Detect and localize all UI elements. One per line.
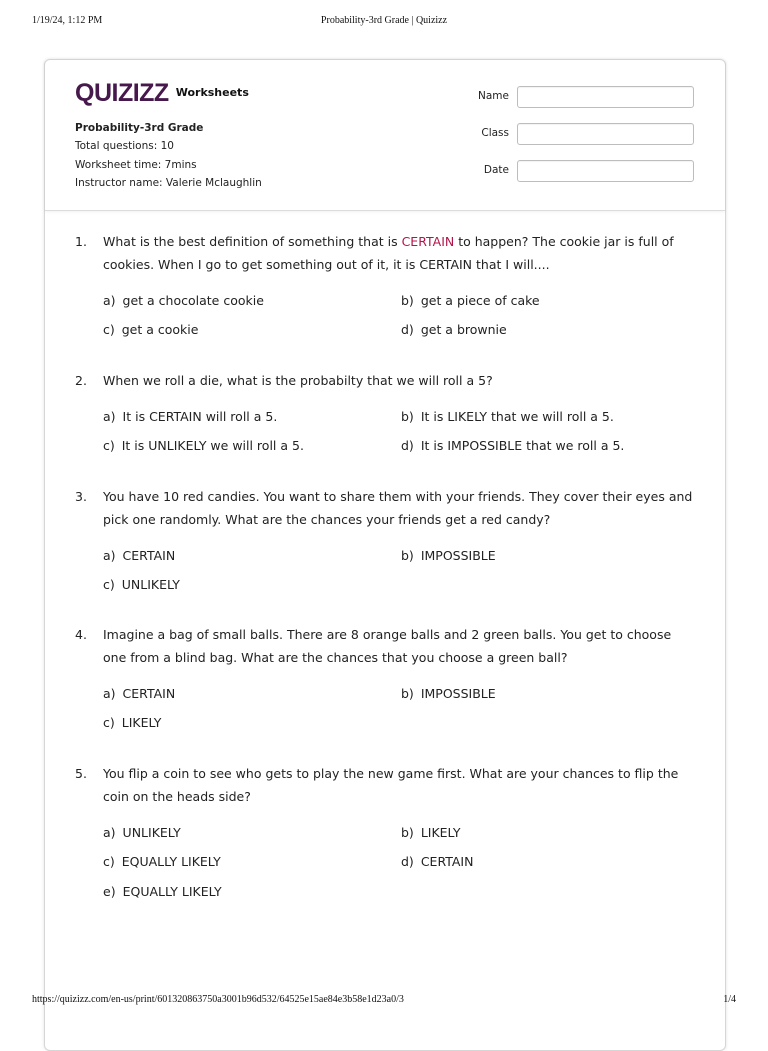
print-datetime: 1/19/24, 1:12 PM [32, 15, 103, 26]
print-page-number: 1/4 [723, 994, 736, 1005]
date-field[interactable] [517, 160, 694, 182]
brand-label: Worksheets [175, 85, 249, 99]
total-questions: Total questions: 10 [75, 140, 174, 153]
question-number: 5. [75, 766, 87, 781]
question-text: When we roll a die, what is the probabilty that we will roll a 5? [103, 373, 493, 388]
option-d[interactable]: d) It is IMPOSSIBLE that we roll a 5. [401, 438, 625, 453]
worksheet-time: Worksheet time: 7mins [75, 158, 197, 171]
class-field[interactable] [517, 123, 694, 145]
option-a[interactable]: a) CERTAIN [103, 548, 176, 563]
option-b[interactable]: b) It is LIKELY that we will roll a 5. [401, 409, 614, 424]
option-d[interactable]: d) get a brownie [401, 322, 507, 337]
question-text: What is the best definition of something that is CERTAIN to happen? The cookie jar is full of cookies. When I go to get something out of it, it is CERTAIN that I will.... [103, 234, 674, 272]
quizizz-logo: QUIZIZZ [75, 79, 169, 107]
worksheet-header [45, 60, 725, 211]
question-text: Imagine a bag of small balls. There are 8 orange balls and 2 green balls. You get to choose one from a blind bag. What are the chances that you choose a green ball? [103, 627, 672, 665]
date-label: Date [483, 164, 509, 176]
option-e[interactable]: e) EQUALLY LIKELY [103, 884, 222, 899]
option-a[interactable]: a) UNLIKELY [103, 825, 181, 840]
instructor-name: Instructor name: Valerie Mclaughlin [75, 176, 262, 189]
print-page-title: Probability-3rd Grade | Quizizz [320, 15, 448, 26]
option-c[interactable]: c) It is UNLIKELY we will roll a 5. [103, 438, 304, 453]
option-b[interactable]: b) get a piece of cake [401, 293, 540, 308]
name-label: Name [478, 90, 509, 102]
highlight-word: CERTAIN [401, 234, 455, 249]
option-a[interactable]: a) It is CERTAIN will roll a 5. [103, 409, 278, 424]
name-field[interactable] [517, 86, 694, 108]
option-b[interactable]: b) LIKELY [401, 825, 461, 840]
option-b[interactable]: b) IMPOSSIBLE [401, 548, 496, 563]
question-text: You flip a coin to see who gets to play the new game first. What are your chances to flip the coin on the heads side? [103, 766, 679, 804]
question-number: 1. [75, 234, 87, 249]
option-c[interactable]: c) UNLIKELY [103, 577, 180, 592]
option-c[interactable]: c) EQUALLY LIKELY [103, 854, 221, 869]
worksheet-title: Probability-3rd Grade [75, 122, 204, 134]
question-number: 3. [75, 489, 87, 504]
question-number: 2. [75, 373, 87, 388]
question-number: 4. [75, 627, 87, 642]
class-label: Class [481, 127, 509, 139]
option-a[interactable]: a) get a chocolate cookie [103, 293, 264, 308]
brand [75, 80, 249, 106]
option-b[interactable]: b) IMPOSSIBLE [401, 686, 496, 701]
option-a[interactable]: a) CERTAIN [103, 686, 176, 701]
worksheet-card [44, 59, 726, 1051]
option-c[interactable]: c) get a cookie [103, 322, 199, 337]
print-url: https://quizizz.com/en-us/print/601320863750a3001b96d532/64525e15ae84e3b58e1d23a0/3 [32, 994, 404, 1005]
option-d[interactable]: d) CERTAIN [401, 854, 474, 869]
worksheet-meta [75, 119, 262, 192]
question-text: You have 10 red candies. You want to share them with your friends. They cover their eyes and pick one randomly. What are the chances your friends get a red candy? [103, 489, 693, 527]
option-c[interactable]: c) LIKELY [103, 715, 162, 730]
